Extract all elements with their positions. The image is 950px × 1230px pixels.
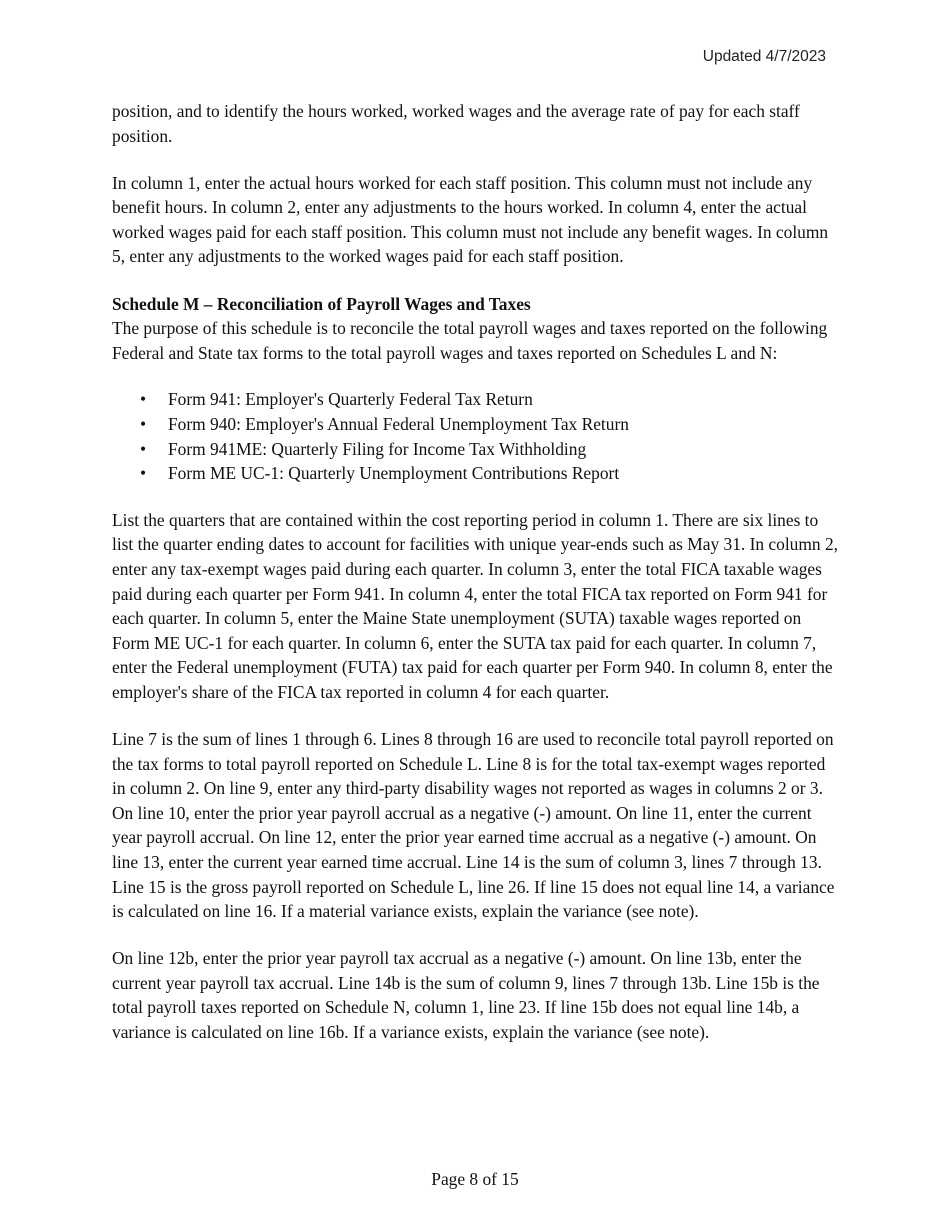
paragraph-payroll-tax-reconciliation: On line 12b, enter the prior year payroll tax accrual as a negative (-) amount. On line 13b, enter the current year payroll tax accrual. Line 14b is the sum of column 9, lines 7 through 13b. Line 15b is the total payroll taxes reported on Schedule N, column 1, line 23. If line 15b does not equal line 14b, a variance is calculated on line 16b. If a variance exists, explain the variance (see note).	[112, 948, 820, 1042]
list-item-text: Form 940: Employer's Annual Federal Unemployment Tax Return	[168, 413, 629, 434]
tax-forms-list	[112, 387, 840, 485]
list-item-text: Form ME UC-1: Quarterly Unemployment Contributions Report	[168, 463, 620, 484]
bullet-icon: •	[140, 389, 147, 410]
paragraph-quarter-instructions: List the quarters that are contained within the cost reporting period in column 1. There are six lines to list the quarter ending dates to account for facilities with unique year-ends such as May 31. In column 2, enter any tax-exempt wages paid during each quarter. In column 3, enter the total FICA taxable wages paid during each quarter per Form 941. In column 4, enter the total FICA tax reported on Form 941 for each quarter. In column 5, enter the Maine State unemployment (SUTA) taxable wages reported on Form ME UC-1 for each quarter. In column 6, enter the SUTA tax paid for each quarter. In column 7, enter the Federal unemployment (FUTA) tax paid for each quarter per Form 940. In column 8, enter the employer's share of the FICA tax reported in column 4 for each quarter.	[112, 509, 838, 702]
bullet-icon: •	[140, 413, 147, 434]
paragraph-line-reconciliation: Line 7 is the sum of lines 1 through 6. Lines 8 through 16 are used to reconcile total payroll reported on the tax forms to total payroll reported on Schedule L. Line 8 is for the total tax-exempt wages reported in column 2. On line 9, enter any third-party disability wages not reported as wages in columns 2 or 3. On line 10, enter the prior year payroll accrual as a negative (-) amount. On line 11, enter the current year payroll accrual. On line 12, enter the prior year earned time accrual as a negative (-) amount. On line 13, enter the current year earned time accrual. Line 14 is the sum of column 3, lines 7 through 13. Line 15 is the gross payroll reported on Schedule L, line 26. If line 15 does not equal line 14, a variance is calculated on line 16. If a material variance exists, explain the variance (see note).	[112, 728, 835, 922]
list-item	[112, 437, 840, 462]
list-item	[112, 412, 840, 437]
updated-date: Updated 4/7/2023	[702, 48, 826, 65]
bullet-icon: •	[140, 463, 147, 484]
section-heading-schedule-m: Schedule M – Reconciliation of Payroll Wages and Taxes	[112, 293, 531, 314]
paragraph-column-instructions: In column 1, enter the actual hours worked for each staff position. This column must not include any benefit hours. In column 2, enter any adjustments to the hours worked. In column 4, enter the actual worked wages paid for each staff position. This column must not include any benefit wages. In column 5, enter any adjustments to the worked wages paid for each staff position.	[112, 172, 829, 267]
list-item	[112, 461, 840, 486]
page-body	[112, 99, 840, 1067]
bullet-icon: •	[140, 438, 147, 459]
paragraph-schedule-m-purpose: The purpose of this schedule is to reconcile the total payroll wages and taxes reported on the following Federal and State tax forms to the total payroll wages and taxes reported on Schedules L and N:	[112, 318, 828, 363]
list-item	[112, 387, 840, 412]
page-number: Page 8 of 15	[431, 1169, 519, 1189]
list-item-text: Form 941ME: Quarterly Filing for Income Tax Withholding	[168, 438, 587, 459]
list-item-text: Form 941: Employer's Quarterly Federal Tax Return	[168, 389, 533, 410]
paragraph-staff-position-continued: position, and to identify the hours worked, worked wages and the average rate of pay for each staff position.	[112, 101, 800, 146]
